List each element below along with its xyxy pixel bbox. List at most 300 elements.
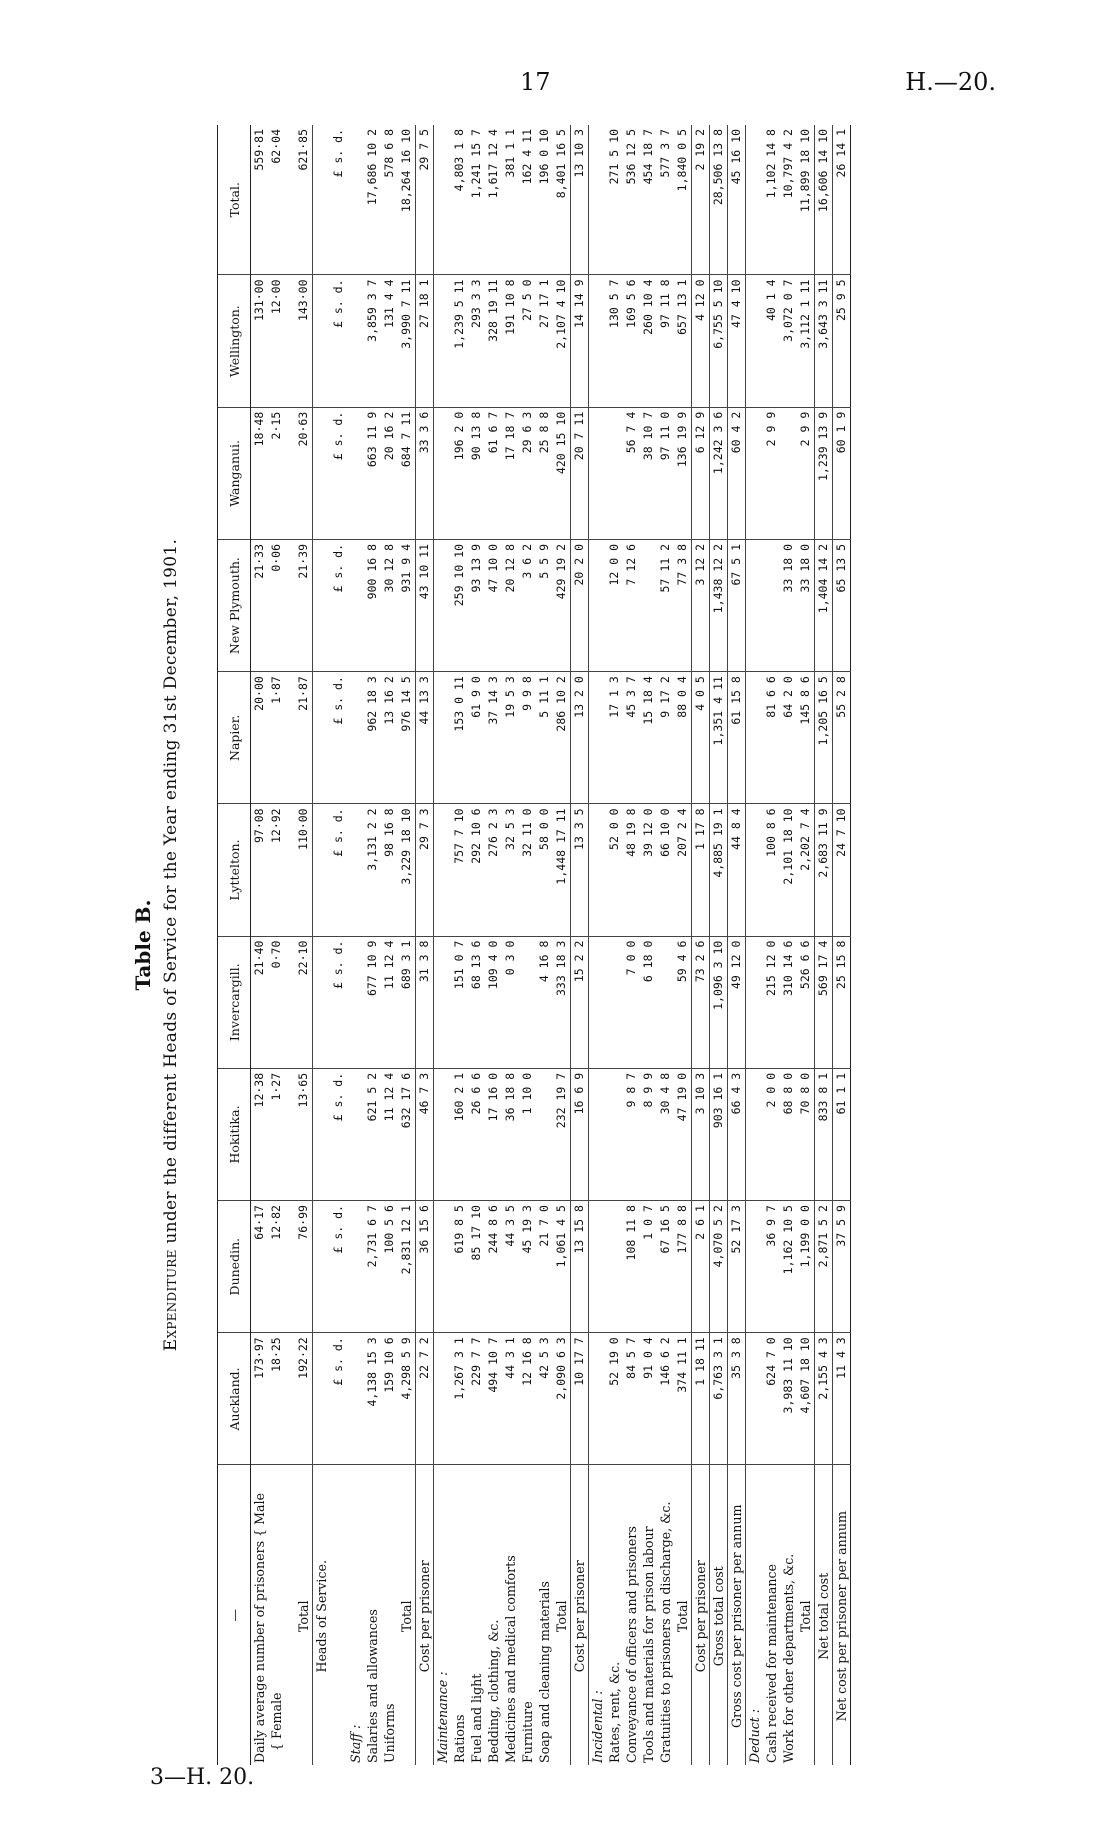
table-cell: 38 10 7 xyxy=(640,407,657,539)
table-cell: 2,101 18 10 xyxy=(780,804,797,936)
table-cell: 18,264 16 10 xyxy=(398,125,416,275)
row-label: Gross total cost xyxy=(710,1465,728,1765)
table-cell: 77 3 8 xyxy=(674,539,692,671)
table-cell: 55 2 8 xyxy=(833,672,851,804)
table-cell xyxy=(313,936,331,1068)
table-row xyxy=(434,125,452,1765)
table-cell: 244 8 6 xyxy=(485,1201,502,1333)
table-cell: 3,990 7 11 xyxy=(398,275,416,407)
table-cell: 66 4 3 xyxy=(728,1068,746,1200)
table-cell xyxy=(589,539,607,671)
table-row xyxy=(710,125,728,1765)
table-cell xyxy=(746,1333,764,1465)
table-cell xyxy=(313,407,331,539)
column-header: Hokitika. xyxy=(218,1068,251,1200)
table-cell: 13 3 5 xyxy=(571,804,589,936)
table-cell: 61 1 1 xyxy=(833,1068,851,1200)
table-cell: 62·04 xyxy=(268,125,285,275)
table-cell: 494 10 7 xyxy=(485,1333,502,1465)
table-cell: 28,506 13 8 xyxy=(710,125,728,275)
row-label: Net cost per prisoner per annum xyxy=(834,1511,849,1722)
table-cell: 43 10 11 xyxy=(416,539,434,671)
row-label: Rates, rent, &c. xyxy=(607,1661,622,1763)
table-cell: 52 19 0 xyxy=(606,1333,623,1465)
table-cell xyxy=(589,407,607,539)
table-cell: 1,096 3 10 xyxy=(710,936,728,1068)
table-cell: 93 13 9 xyxy=(468,539,485,671)
table-cell: 88 0 4 xyxy=(674,672,692,804)
table-cell xyxy=(434,1201,452,1333)
table-cell: 757 7 10 xyxy=(451,804,468,936)
table-row xyxy=(553,125,571,1765)
table-cell xyxy=(347,672,364,804)
table-cell: 624 7 0 xyxy=(763,1333,780,1465)
table-cell: 10 17 7 xyxy=(571,1333,589,1465)
table-row xyxy=(416,125,434,1765)
table-cell: 68 13 6 xyxy=(468,936,485,1068)
row-label: Work for other departments, &c. xyxy=(781,1553,796,1763)
table-cell: 1 17 8 xyxy=(692,804,710,936)
table-cell: 46 7 3 xyxy=(416,1068,434,1200)
table-cell: 25 15 8 xyxy=(833,936,851,1068)
table-cell: 196 2 0 xyxy=(451,407,468,539)
table-cell: 18·48 xyxy=(251,407,269,539)
table-row xyxy=(674,125,692,1765)
table-cell: 559·81 xyxy=(251,125,269,275)
table-cell: 20·00 xyxy=(251,672,269,804)
table-cell: 20 7 11 xyxy=(571,407,589,539)
table-cell: 6 18 0 xyxy=(640,936,657,1068)
table-cell: 12·00 xyxy=(268,275,285,407)
table-cell: 578 6 8 xyxy=(381,125,398,275)
table-cell xyxy=(657,936,674,1068)
table-cell: 207 2 4 xyxy=(674,804,692,936)
table-row xyxy=(780,125,797,1765)
table-cell: 11 12 4 xyxy=(381,1068,398,1200)
table-cell: 526 6 6 xyxy=(797,936,815,1068)
table-cell xyxy=(347,407,364,539)
table-row xyxy=(468,125,485,1765)
row-label: Cost per prisoner xyxy=(416,1465,434,1765)
table-cell: 9 9 8 xyxy=(519,672,536,804)
table-cell xyxy=(313,1201,331,1333)
table-cell xyxy=(313,804,331,936)
table-cell: 32 5 3 xyxy=(502,804,519,936)
table-cell: 37 5 9 xyxy=(833,1201,851,1333)
table-cell: 1,239 13 9 xyxy=(815,407,833,539)
table-cell: 27 18 1 xyxy=(416,275,434,407)
row-label: Tools and materials for prison labour xyxy=(641,1526,656,1763)
table-cell: 6,763 3 1 xyxy=(710,1333,728,1465)
table-cell xyxy=(313,1333,331,1465)
table-cell: 76·99 xyxy=(295,1201,313,1333)
table-cell xyxy=(606,1068,623,1200)
table-cell: 1 10 0 xyxy=(519,1068,536,1200)
table-cell: 153 0 11 xyxy=(451,672,468,804)
table-cell: 2,090 6 3 xyxy=(553,1333,571,1465)
table-cell: 13 16 2 xyxy=(381,672,398,804)
table-cell: 931 9 4 xyxy=(398,539,416,671)
table-cell: 4,138 15 3 xyxy=(364,1333,381,1465)
table-cell: 146 6 2 xyxy=(657,1333,674,1465)
table-cell: 13·65 xyxy=(295,1068,313,1200)
table-cell xyxy=(313,1068,331,1200)
table-cell: 4,298 5 9 xyxy=(398,1333,416,1465)
table-cell: 52 0 0 xyxy=(606,804,623,936)
table-cell: 17 1 3 xyxy=(606,672,623,804)
table-cell xyxy=(347,936,364,1068)
row-label: Deduct : xyxy=(747,1708,762,1763)
table-cell xyxy=(285,1068,295,1200)
table-cell xyxy=(746,936,764,1068)
table-cell: 29 7 5 xyxy=(416,125,434,275)
table-row xyxy=(606,125,623,1765)
table-cell: 21·87 xyxy=(295,672,313,804)
table-cell xyxy=(746,1201,764,1333)
table-cell: 11,899 18 10 xyxy=(797,125,815,275)
table-cell xyxy=(606,936,623,1068)
table-cell xyxy=(746,804,764,936)
row-label: Daily average number of prisoners { Male xyxy=(252,1493,267,1763)
table-cell: 5 11 1 xyxy=(536,672,553,804)
table-row xyxy=(815,125,833,1765)
table-cell: 374 11 1 xyxy=(674,1333,692,1465)
table-cell: 1,617 12 4 xyxy=(485,125,502,275)
table-cell xyxy=(347,1333,364,1465)
table-cell: 21·33 xyxy=(251,539,269,671)
row-label: Staff : xyxy=(348,1724,363,1763)
table-row xyxy=(640,125,657,1765)
table-cell: 0 3 0 xyxy=(502,936,519,1068)
table-cell xyxy=(589,672,607,804)
table-cell: 20 16 2 xyxy=(381,407,398,539)
table-cell: 49 12 0 xyxy=(728,936,746,1068)
table-cell: 215 12 0 xyxy=(763,936,780,1068)
table-cell xyxy=(780,407,797,539)
table-cell: 619 8 5 xyxy=(451,1201,468,1333)
table-cell: 97 11 8 xyxy=(657,275,674,407)
row-label: Fuel and light xyxy=(469,1673,484,1763)
row-label: Total xyxy=(553,1465,571,1765)
table-cell: 136 19 9 xyxy=(674,407,692,539)
table-cell xyxy=(434,804,452,936)
table-cell: 192·22 xyxy=(295,1333,313,1465)
table-cell: 24 7 10 xyxy=(833,804,851,936)
table-cell: 1,242 3 6 xyxy=(710,407,728,539)
table-row xyxy=(285,125,295,1765)
table-row xyxy=(797,125,815,1765)
column-header: Wellington. xyxy=(218,275,251,407)
table-cell xyxy=(640,539,657,671)
table-row xyxy=(571,125,589,1765)
table-cell: 2,155 4 3 xyxy=(815,1333,833,1465)
table-row xyxy=(251,125,269,1765)
table-cell: 97·08 xyxy=(251,804,269,936)
table-cell xyxy=(347,539,364,671)
table-cell: 5 5 9 xyxy=(536,539,553,671)
table-cell: 21·40 xyxy=(251,936,269,1068)
table-row xyxy=(833,125,851,1765)
table-cell: 3,859 3 7 xyxy=(364,275,381,407)
row-label: { Female xyxy=(269,1692,284,1751)
table-cell xyxy=(285,1333,295,1465)
table-cell: 131 4 4 xyxy=(381,275,398,407)
table-cell: 454 18 7 xyxy=(640,125,657,275)
row-label: Total xyxy=(295,1465,313,1765)
table-cell: 45 3 7 xyxy=(623,672,640,804)
table-cell: 2 9 9 xyxy=(797,407,815,539)
table-cell: 64·17 xyxy=(251,1201,269,1333)
table-cell xyxy=(434,936,452,1068)
table-row xyxy=(485,125,502,1765)
table-cell: 37 14 3 xyxy=(485,672,502,804)
table-cell: 66 10 0 xyxy=(657,804,674,936)
table-cell: 2·15 xyxy=(268,407,285,539)
table-cell: 569 17 4 xyxy=(815,936,833,1068)
table-cell xyxy=(589,804,607,936)
row-label: Gratuities to prisoners on discharge, &c. xyxy=(658,1501,673,1763)
table-cell: 31 3 8 xyxy=(416,936,434,1068)
table-cell xyxy=(285,936,295,1068)
table-cell xyxy=(285,275,295,407)
table-cell xyxy=(434,672,452,804)
table-cell: 59 4 6 xyxy=(674,936,692,1068)
table-row xyxy=(623,125,640,1765)
table-cell: 903 16 1 xyxy=(710,1068,728,1200)
table-cell: 1,351 4 11 xyxy=(710,672,728,804)
table-cell: 962 18 3 xyxy=(364,672,381,804)
table-row xyxy=(763,125,780,1765)
table-cell xyxy=(434,275,452,407)
table-cell xyxy=(589,1333,607,1465)
table-cell: 1,199 0 0 xyxy=(797,1201,815,1333)
table-cell xyxy=(589,936,607,1068)
table-cell: 632 17 6 xyxy=(398,1068,416,1200)
table-cell: 1·27 xyxy=(268,1068,285,1200)
table-row xyxy=(313,125,331,1765)
table-cell: 61 9 0 xyxy=(468,672,485,804)
row-label: Heads of Service. xyxy=(314,1560,329,1673)
table-cell: £ s. d. xyxy=(330,407,347,539)
table-cell: 20 12 8 xyxy=(502,539,519,671)
table-cell: 21 7 0 xyxy=(536,1201,553,1333)
table-cell: 57 11 2 xyxy=(657,539,674,671)
table-cell: 20 2 0 xyxy=(571,539,589,671)
table-cell: 13 10 3 xyxy=(571,125,589,275)
table-cell: 328 19 11 xyxy=(485,275,502,407)
table-cell xyxy=(285,407,295,539)
table-cell: 976 14 5 xyxy=(398,672,416,804)
table-cell xyxy=(313,672,331,804)
table-cell: £ s. d. xyxy=(330,1333,347,1465)
table-cell: 20·63 xyxy=(295,407,313,539)
table-cell: 67 16 5 xyxy=(657,1201,674,1333)
table-cell: 91 0 4 xyxy=(640,1333,657,1465)
table-cell: 577 3 7 xyxy=(657,125,674,275)
table-cell xyxy=(347,804,364,936)
table-cell: 4,607 18 10 xyxy=(797,1333,815,1465)
table-cell: 52 17 3 xyxy=(728,1201,746,1333)
table-cell: 36 15 6 xyxy=(416,1201,434,1333)
table-cell: 29 6 3 xyxy=(519,407,536,539)
table-cell: 14 14 9 xyxy=(571,275,589,407)
table-cell: 15 2 2 xyxy=(571,936,589,1068)
table-cell: 73 2 6 xyxy=(692,936,710,1068)
table-cell: 2 9 9 xyxy=(763,407,780,539)
table-cell: 110·00 xyxy=(295,804,313,936)
table-cell: 1,061 4 5 xyxy=(553,1201,571,1333)
table-title: Table B. xyxy=(131,899,155,991)
table-cell: 3 6 2 xyxy=(519,539,536,671)
column-header: Invercargill. xyxy=(218,936,251,1068)
table-cell: 33 18 0 xyxy=(780,539,797,671)
table-cell: 12 16 8 xyxy=(519,1333,536,1465)
table-cell: 6,755 5 10 xyxy=(710,275,728,407)
table-cell: 333 18 3 xyxy=(553,936,571,1068)
table-row xyxy=(330,125,347,1765)
row-label: Rations xyxy=(452,1714,467,1763)
table-cell: 536 12 5 xyxy=(623,125,640,275)
table-cell: 26 6 6 xyxy=(468,1068,485,1200)
table-cell: 33 3 6 xyxy=(416,407,434,539)
table-cell xyxy=(285,672,295,804)
subtitle-lead: Expenditure xyxy=(161,1249,181,1352)
table-cell: 100 5 6 xyxy=(381,1201,398,1333)
row-label: Bedding, clothing, &c. xyxy=(486,1619,501,1763)
table-cell: 196 0 10 xyxy=(536,125,553,275)
table-cell: 108 11 8 xyxy=(623,1201,640,1333)
table-cell: 9 8 7 xyxy=(623,1068,640,1200)
column-header: Wanganui. xyxy=(218,407,251,539)
table-cell: 90 13 8 xyxy=(468,407,485,539)
table-cell: 47 19 0 xyxy=(674,1068,692,1200)
table-cell: 35 3 8 xyxy=(728,1333,746,1465)
table-cell xyxy=(434,539,452,671)
table-cell xyxy=(347,1068,364,1200)
table-cell xyxy=(746,672,764,804)
table-cell xyxy=(519,936,536,1068)
table-row xyxy=(347,125,364,1765)
table-cell: 84 5 7 xyxy=(623,1333,640,1465)
table-cell: 1,438 12 2 xyxy=(710,539,728,671)
table-cell: 11 4 3 xyxy=(833,1333,851,1465)
table-cell: 2,683 11 9 xyxy=(815,804,833,936)
table-cell: 1,241 15 7 xyxy=(468,125,485,275)
table-cell: 19 5 3 xyxy=(502,672,519,804)
table-cell: 13 15 8 xyxy=(571,1201,589,1333)
document-reference: H.—20. xyxy=(905,68,996,96)
table-cell: 684 7 11 xyxy=(398,407,416,539)
row-label: Net total cost xyxy=(815,1465,833,1765)
table-cell: 3,643 3 11 xyxy=(815,275,833,407)
table-cell xyxy=(746,275,764,407)
table-cell: 191 10 8 xyxy=(502,275,519,407)
table-cell xyxy=(285,539,295,671)
row-label: Medicines and medical comforts xyxy=(503,1555,518,1763)
subtitle-rest: under the different Heads of Service for the Year ending 31st December, 1901. xyxy=(161,538,181,1244)
table-cell: 131·00 xyxy=(251,275,269,407)
table-row xyxy=(657,125,674,1765)
table-cell: 44 3 5 xyxy=(502,1201,519,1333)
table-cell: 1,205 16 5 xyxy=(815,672,833,804)
table-cell: 81 6 6 xyxy=(763,672,780,804)
table-row xyxy=(536,125,553,1765)
table-cell: 292 10 6 xyxy=(468,804,485,936)
table-cell xyxy=(347,1201,364,1333)
table-cell: 97 11 0 xyxy=(657,407,674,539)
table-cell: 0·70 xyxy=(268,936,285,1068)
table-cell: 6 12 9 xyxy=(692,407,710,539)
row-label: Soap and cleaning materials xyxy=(537,1581,552,1763)
table-cell: 65 13 5 xyxy=(833,539,851,671)
table-header-row xyxy=(218,125,251,1765)
table-cell: 1,267 3 1 xyxy=(451,1333,468,1465)
table-cell: 45 16 10 xyxy=(728,125,746,275)
table-row xyxy=(746,125,764,1765)
table-cell: 2 19 2 xyxy=(692,125,710,275)
table-cell: 30 12 8 xyxy=(381,539,398,671)
row-label: Total xyxy=(797,1465,815,1765)
table-cell xyxy=(589,275,607,407)
table-row xyxy=(519,125,536,1765)
table-cell: 36 9 7 xyxy=(763,1201,780,1333)
table-cell: 18·25 xyxy=(268,1333,285,1465)
table-cell: 677 10 9 xyxy=(364,936,381,1068)
page-number: 17 xyxy=(520,68,551,96)
table-cell: 145 8 6 xyxy=(797,672,815,804)
table-cell: 30 4 8 xyxy=(657,1068,674,1200)
table-row xyxy=(502,125,519,1765)
table-cell: 1,102 14 8 xyxy=(763,125,780,275)
table-cell: 4 12 0 xyxy=(692,275,710,407)
table-cell xyxy=(746,1068,764,1200)
row-label xyxy=(285,1465,295,1765)
table-cell: 293 3 3 xyxy=(468,275,485,407)
table-cell: 12 0 0 xyxy=(606,539,623,671)
table-cell: 663 11 9 xyxy=(364,407,381,539)
row-label: Total xyxy=(674,1465,692,1765)
table-cell: £ s. d. xyxy=(330,275,347,407)
table-cell: 47 4 10 xyxy=(728,275,746,407)
table-cell: 32 11 0 xyxy=(519,804,536,936)
table-cell: £ s. d. xyxy=(330,1201,347,1333)
table-cell: 159 10 6 xyxy=(381,1333,398,1465)
table-cell: 2,871 5 2 xyxy=(815,1201,833,1333)
table-cell: 169 5 6 xyxy=(623,275,640,407)
table-cell: 1,404 14 2 xyxy=(815,539,833,671)
row-label: Maintenance : xyxy=(435,1671,450,1763)
table-cell: 8 9 9 xyxy=(640,1068,657,1200)
table-cell: 98 16 8 xyxy=(381,804,398,936)
table-cell: 42 5 3 xyxy=(536,1333,553,1465)
table-cell: 2,202 7 4 xyxy=(797,804,815,936)
row-label: Conveyance of officers and prisoners xyxy=(624,1526,639,1763)
row-label: Incidental : xyxy=(590,1690,605,1763)
table-cell: 13 2 0 xyxy=(571,672,589,804)
table-cell: 1 0 7 xyxy=(640,1201,657,1333)
table-cell: 2,831 12 1 xyxy=(398,1201,416,1333)
table-cell: 621 5 2 xyxy=(364,1068,381,1200)
table-cell: 33 18 0 xyxy=(797,539,815,671)
table-cell: 259 10 10 xyxy=(451,539,468,671)
table-cell: 44 8 4 xyxy=(728,804,746,936)
rotated-table-sheet xyxy=(125,125,1005,1765)
expenditure-table xyxy=(217,125,851,1765)
table-cell: 56 7 4 xyxy=(623,407,640,539)
table-cell xyxy=(285,125,295,275)
table-cell xyxy=(606,1201,623,1333)
table-cell: 4 16 8 xyxy=(536,936,553,1068)
